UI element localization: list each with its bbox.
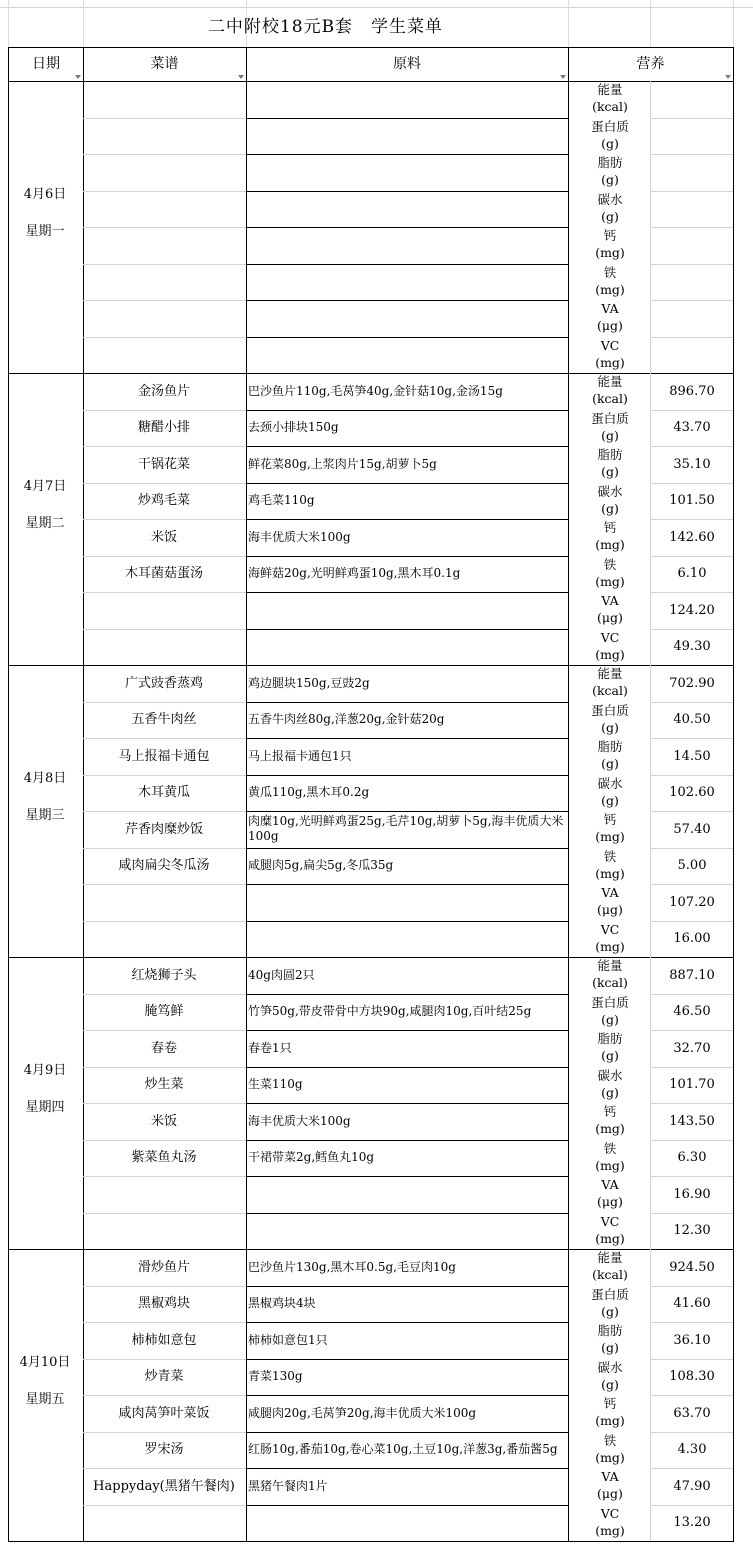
nutrient-value: 6.30 [677, 1150, 707, 1166]
nutrient-name: 能量 [597, 1250, 623, 1265]
ingredient-list [248, 227, 566, 264]
nutrient-name: VC [600, 629, 620, 645]
day-weekday: 星期一 [25, 224, 65, 239]
nutrient-unit: (mg) [595, 1522, 625, 1538]
nutrient-value: 143.50 [669, 1113, 715, 1129]
nutrient-value [651, 300, 733, 337]
dish-name: 广式豉香蒸鸡 [124, 675, 203, 691]
nutrient-unit: (μg) [597, 902, 623, 917]
ingredient-list [248, 1176, 566, 1213]
nutrient-unit: (kcal) [592, 1267, 628, 1282]
nutrient-value: 4.30 [677, 1442, 707, 1458]
nutrient-value: 57.40 [673, 821, 711, 837]
nutrient-unit: (kcal) [592, 975, 628, 990]
nutrient-unit: (g) [601, 1084, 619, 1100]
cell-border [568, 957, 569, 1249]
nutrient-name: VA [601, 593, 619, 608]
ingredient-list: 肉糜10g,光明鲜鸡蛋25g,毛芹10g,胡萝卜5g,海丰优质大米100g [248, 814, 564, 844]
ingredient-list: 鸡毛菜110g [248, 493, 315, 508]
nutrient-value: 35.10 [673, 456, 711, 472]
day-weekday: 星期五 [25, 1392, 65, 1407]
nutrient-name: VC [600, 1505, 620, 1521]
nutrient-value [651, 227, 733, 264]
nutrient-name: 碳水 [597, 483, 623, 499]
nutrient-name: 脂肪 [597, 447, 623, 462]
ingredient-list: 咸腿肉5g,扁尖5g,冬瓜35g [248, 858, 394, 873]
ingredient-list: 鲜花菜80g,上浆肉片15g,胡萝卜5g [248, 456, 437, 471]
nutrient-unit: (g) [601, 135, 619, 151]
nutrient-value: 36.10 [673, 1332, 711, 1348]
dish-name [83, 191, 245, 228]
nutrient-unit: (g) [601, 464, 619, 479]
day-date: 4月6日 [23, 187, 67, 202]
nutrient-value: 43.70 [673, 420, 711, 436]
nutrient-name: VA [601, 1469, 619, 1484]
nutrient-name: VC [600, 921, 620, 937]
dish-name: 红烧狮子头 [131, 967, 197, 983]
ingredient-list [248, 921, 566, 958]
ingredient-list [248, 154, 566, 191]
filter-dropdown-icon[interactable] [725, 75, 731, 79]
cell-border [568, 665, 569, 957]
ingredient-list [248, 337, 566, 374]
ingredient-list: 去颈小排块150g [248, 420, 339, 435]
nutrient-name: 能量 [597, 666, 623, 681]
nutrient-unit: (g) [601, 172, 619, 187]
header-date-label: 日期 [32, 56, 60, 72]
dish-name [83, 629, 245, 666]
dish-name: 炒生菜 [144, 1077, 184, 1093]
nutrient-name: 脂肪 [597, 739, 623, 754]
dish-name [83, 592, 245, 629]
cell-border [568, 81, 569, 373]
day-weekday: 星期四 [25, 1100, 65, 1115]
dish-name [83, 921, 245, 958]
nutrient-unit: (mg) [595, 646, 625, 662]
dish-name: 柿柿如意包 [131, 1332, 197, 1348]
header-menu[interactable] [83, 47, 247, 82]
cell-border [568, 1249, 569, 1541]
ingredient-list: 黑椒鸡块4块 [248, 1296, 316, 1311]
nutrient-value [651, 154, 733, 191]
nutrient-name: 脂肪 [597, 155, 623, 170]
nutrient-name: 钙 [603, 228, 617, 243]
dish-name: 黑椒鸡块 [137, 1296, 190, 1312]
dish-name [83, 1505, 245, 1542]
ingredient-list: 咸腿肉20g,毛莴笋20g,海丰优质大米100g [248, 1405, 477, 1420]
dish-name: 咸肉莴笋叶菜饭 [118, 1405, 210, 1421]
nutrient-unit: (g) [601, 756, 619, 771]
ingredient-list: 海鲜菇20g,光明鲜鸡蛋10g,黑木耳0.1g [248, 566, 461, 581]
nutrient-unit: (kcal) [592, 391, 628, 406]
cell-border [733, 1249, 734, 1541]
ingredient-list: 马上报福卡通包1只 [248, 748, 352, 763]
nutrient-unit: (g) [601, 1340, 619, 1355]
nutrient-name: 铁 [603, 1140, 617, 1156]
dish-name: 马上报福卡通包 [118, 748, 210, 764]
ingredient-list [248, 81, 566, 118]
ingredient-list [248, 884, 566, 921]
nutrient-name: 钙 [603, 1396, 617, 1411]
dish-name: Happyday(黑猪午餐肉) [93, 1478, 235, 1494]
header-menu-label: 菜谱 [150, 56, 179, 72]
dish-name: 芹香肉糜炒饭 [124, 821, 203, 837]
nutrient-value: 887.10 [669, 967, 715, 983]
nutrient-name: VC [600, 337, 620, 353]
nutrient-unit: (g) [601, 427, 619, 443]
nutrient-name: 碳水 [597, 775, 623, 791]
ingredient-list: 柿柿如意包1只 [248, 1332, 328, 1347]
ingredient-list: 40g肉圆2只 [248, 967, 315, 982]
ingredient-list [248, 1505, 566, 1542]
dish-name [83, 884, 245, 921]
dish-name: 木耳黄瓜 [137, 785, 190, 801]
nutrient-value: 46.50 [673, 1004, 711, 1020]
nutrient-unit: (mg) [595, 865, 625, 881]
dish-name: 金汤鱼片 [137, 383, 190, 399]
nutrient-name: 蛋白质 [591, 702, 629, 718]
cell-border [733, 81, 734, 373]
ingredient-list: 海丰优质大米100g [248, 529, 351, 544]
nutrient-value: 101.50 [669, 493, 715, 509]
ingredient-list: 黑猪午餐肉1片 [248, 1478, 328, 1493]
nutrient-unit: (μg) [597, 610, 623, 625]
nutrient-value: 41.60 [673, 1296, 711, 1312]
dish-name [83, 1176, 245, 1213]
nutrient-value: 12.30 [673, 1223, 711, 1239]
ingredient-list: 红肠10g,番茄10g,卷心菜10g,土豆10g,洋葱3g,番茄酱5g [248, 1442, 558, 1457]
ingredient-list [248, 300, 566, 337]
ingredient-list [248, 629, 566, 666]
dish-name: 米饭 [150, 1113, 177, 1129]
dish-name: 干锅花菜 [137, 456, 190, 472]
dish-name: 糖醋小排 [137, 420, 190, 436]
day-date: 4月8日 [23, 771, 67, 786]
nutrient-unit: (kcal) [592, 99, 628, 114]
nutrient-unit: (mg) [595, 573, 625, 589]
nutrient-name: VA [601, 885, 619, 900]
nutrient-unit: (g) [601, 792, 619, 808]
nutrient-unit: (μg) [597, 1486, 623, 1501]
nutrient-unit: (mg) [595, 938, 625, 954]
nutrient-value: 102.60 [669, 785, 715, 801]
header-nutrition-label: 营养 [636, 56, 665, 72]
ingredient-list: 海丰优质大米100g [248, 1113, 351, 1128]
cell-border [568, 373, 569, 665]
day-date: 4月7日 [23, 479, 67, 494]
nutrient-value: 6.10 [677, 566, 707, 582]
nutrient-name: 能量 [597, 958, 623, 973]
nutrient-value [651, 337, 733, 374]
nutrient-value [651, 191, 733, 228]
nutrient-unit: (mg) [595, 537, 625, 552]
nutrient-unit: (g) [601, 1011, 619, 1027]
nutrient-value: 16.00 [673, 931, 711, 947]
nutrient-value: 5.00 [677, 858, 707, 874]
dish-name [83, 81, 245, 118]
dish-name [83, 300, 245, 337]
nutrient-name: 铁 [603, 556, 617, 572]
nutrient-name: 蛋白质 [591, 118, 629, 134]
ingredient-list: 春卷1只 [248, 1040, 292, 1055]
nutrient-unit: (g) [601, 500, 619, 516]
nutrient-value: 124.20 [669, 602, 715, 618]
nutrient-value: 63.70 [673, 1405, 711, 1421]
filter-dropdown-icon[interactable] [238, 75, 244, 79]
dish-name [83, 118, 245, 155]
nutrient-unit: (g) [601, 1376, 619, 1392]
ingredient-list [248, 264, 566, 301]
nutrient-unit: (mg) [595, 1121, 625, 1136]
cell-border [733, 373, 734, 665]
nutrient-name: VC [600, 1213, 620, 1229]
nutrient-name: 能量 [597, 82, 623, 97]
filter-dropdown-icon[interactable] [560, 75, 566, 79]
nutrient-unit: (g) [601, 719, 619, 735]
nutrient-value: 142.60 [669, 529, 715, 545]
ingredient-list [248, 592, 566, 629]
ingredient-list [248, 118, 566, 155]
dish-name: 米饭 [150, 529, 177, 545]
nutrient-value [651, 118, 733, 155]
dish-name: 腌笃鲜 [144, 1004, 184, 1020]
nutrient-name: 蛋白质 [591, 410, 629, 426]
nutrient-unit: (mg) [595, 1413, 625, 1428]
header-date[interactable] [8, 47, 84, 82]
ingredient-list [248, 1213, 566, 1250]
day-weekday: 星期三 [25, 808, 65, 823]
nutrient-unit: (g) [601, 1303, 619, 1319]
ingredient-list: 黄瓜110g,黑木耳0.2g [248, 785, 370, 800]
nutrient-name: 能量 [597, 374, 623, 389]
cell-border [733, 665, 734, 957]
nutrient-unit: (μg) [597, 318, 623, 333]
header-nutrition[interactable] [568, 47, 734, 82]
ingredient-list: 青菜130g [248, 1369, 303, 1384]
nutrient-name: 碳水 [597, 1359, 623, 1375]
nutrient-value: 32.70 [673, 1040, 711, 1056]
dish-name: 春卷 [150, 1040, 177, 1056]
nutrient-unit: (mg) [595, 1449, 625, 1465]
dish-name: 咸肉扁尖冬瓜汤 [118, 858, 210, 874]
nutrient-unit: (mg) [595, 829, 625, 844]
nutrient-name: 蛋白质 [591, 994, 629, 1010]
nutrient-value: 108.30 [669, 1369, 715, 1385]
dish-name [83, 264, 245, 301]
ingredient-list [248, 191, 566, 228]
nutrient-value: 16.90 [673, 1186, 711, 1202]
nutrient-name: 铁 [603, 848, 617, 864]
nutrient-name: 碳水 [597, 191, 623, 207]
filter-dropdown-icon[interactable] [75, 75, 81, 79]
dish-name: 木耳菌菇蛋汤 [124, 566, 203, 582]
nutrient-name: 脂肪 [597, 1031, 623, 1046]
nutrient-value: 101.70 [669, 1077, 715, 1093]
dish-name: 炒鸡毛菜 [137, 493, 190, 509]
nutrient-unit: (μg) [597, 1194, 623, 1209]
day-date: 4月10日 [19, 1355, 71, 1370]
nutrient-unit: (g) [601, 208, 619, 224]
dish-name: 滑炒鱼片 [137, 1259, 190, 1275]
ingredient-list: 竹笋50g,带皮带骨中方块90g,咸腿肉10g,百叶结25g [248, 1004, 532, 1019]
nutrient-name: 铁 [603, 264, 617, 280]
ingredient-list: 五香牛肉丝80g,洋葱20g,金针菇20g [248, 712, 445, 727]
nutrient-name: 蛋白质 [591, 1286, 629, 1302]
ingredient-list: 鸡边腿块150g,豆豉2g [248, 675, 370, 690]
nutrient-value [651, 264, 733, 301]
nutrient-value: 47.90 [673, 1478, 711, 1494]
dish-name [83, 1213, 245, 1250]
header-ingredients[interactable] [246, 47, 569, 82]
nutrient-name: 钙 [603, 520, 617, 535]
nutrient-unit: (mg) [595, 1157, 625, 1173]
day-divider [8, 1541, 734, 1542]
page-title: 二中附校18元B套 学生菜单 [207, 17, 444, 37]
nutrient-value [651, 81, 733, 118]
day-weekday: 星期二 [25, 516, 65, 531]
ingredient-list: 生菜110g [248, 1077, 303, 1092]
nutrient-value: 896.70 [669, 383, 715, 399]
nutrient-name: VA [601, 1177, 619, 1192]
dish-name: 罗宋汤 [144, 1442, 184, 1458]
dish-name [83, 337, 245, 374]
dish-name: 五香牛肉丝 [131, 712, 197, 728]
nutrient-unit: (g) [601, 1048, 619, 1063]
nutrient-name: 钙 [603, 1104, 617, 1119]
nutrient-value: 14.50 [673, 748, 711, 764]
nutrient-value: 40.50 [673, 712, 711, 728]
nutrient-value: 13.20 [673, 1515, 711, 1531]
dish-name [83, 227, 245, 264]
nutrient-name: VA [601, 301, 619, 316]
dish-name [83, 154, 245, 191]
nutrient-unit: (kcal) [592, 683, 628, 698]
nutrient-unit: (mg) [595, 281, 625, 297]
ingredient-list: 干裙带菜2g,鳕鱼丸10g [248, 1150, 375, 1165]
nutrient-unit: (mg) [595, 1230, 625, 1246]
nutrient-name: 铁 [603, 1432, 617, 1448]
nutrient-value: 107.20 [669, 894, 715, 910]
dish-name: 紫菜鱼丸汤 [131, 1150, 197, 1166]
dish-name: 炒青菜 [144, 1369, 184, 1385]
nutrient-name: 碳水 [597, 1067, 623, 1083]
header-ingredients-label: 原料 [393, 56, 421, 72]
nutrient-value: 702.90 [669, 675, 715, 691]
nutrient-unit: (mg) [595, 245, 625, 260]
nutrient-name: 钙 [603, 812, 617, 827]
ingredient-list: 巴沙鱼片130g,黑木耳0.5g,毛豆肉10g [248, 1259, 456, 1274]
nutrient-unit: (mg) [595, 354, 625, 370]
ingredient-list: 巴沙鱼片110g,毛莴笋40g,金针菇10g,金汤15g [248, 383, 503, 398]
nutrient-value: 924.50 [669, 1259, 715, 1275]
day-date: 4月9日 [23, 1063, 67, 1078]
nutrient-value: 49.30 [673, 639, 711, 655]
cell-border [733, 957, 734, 1249]
nutrient-name: 脂肪 [597, 1323, 623, 1338]
